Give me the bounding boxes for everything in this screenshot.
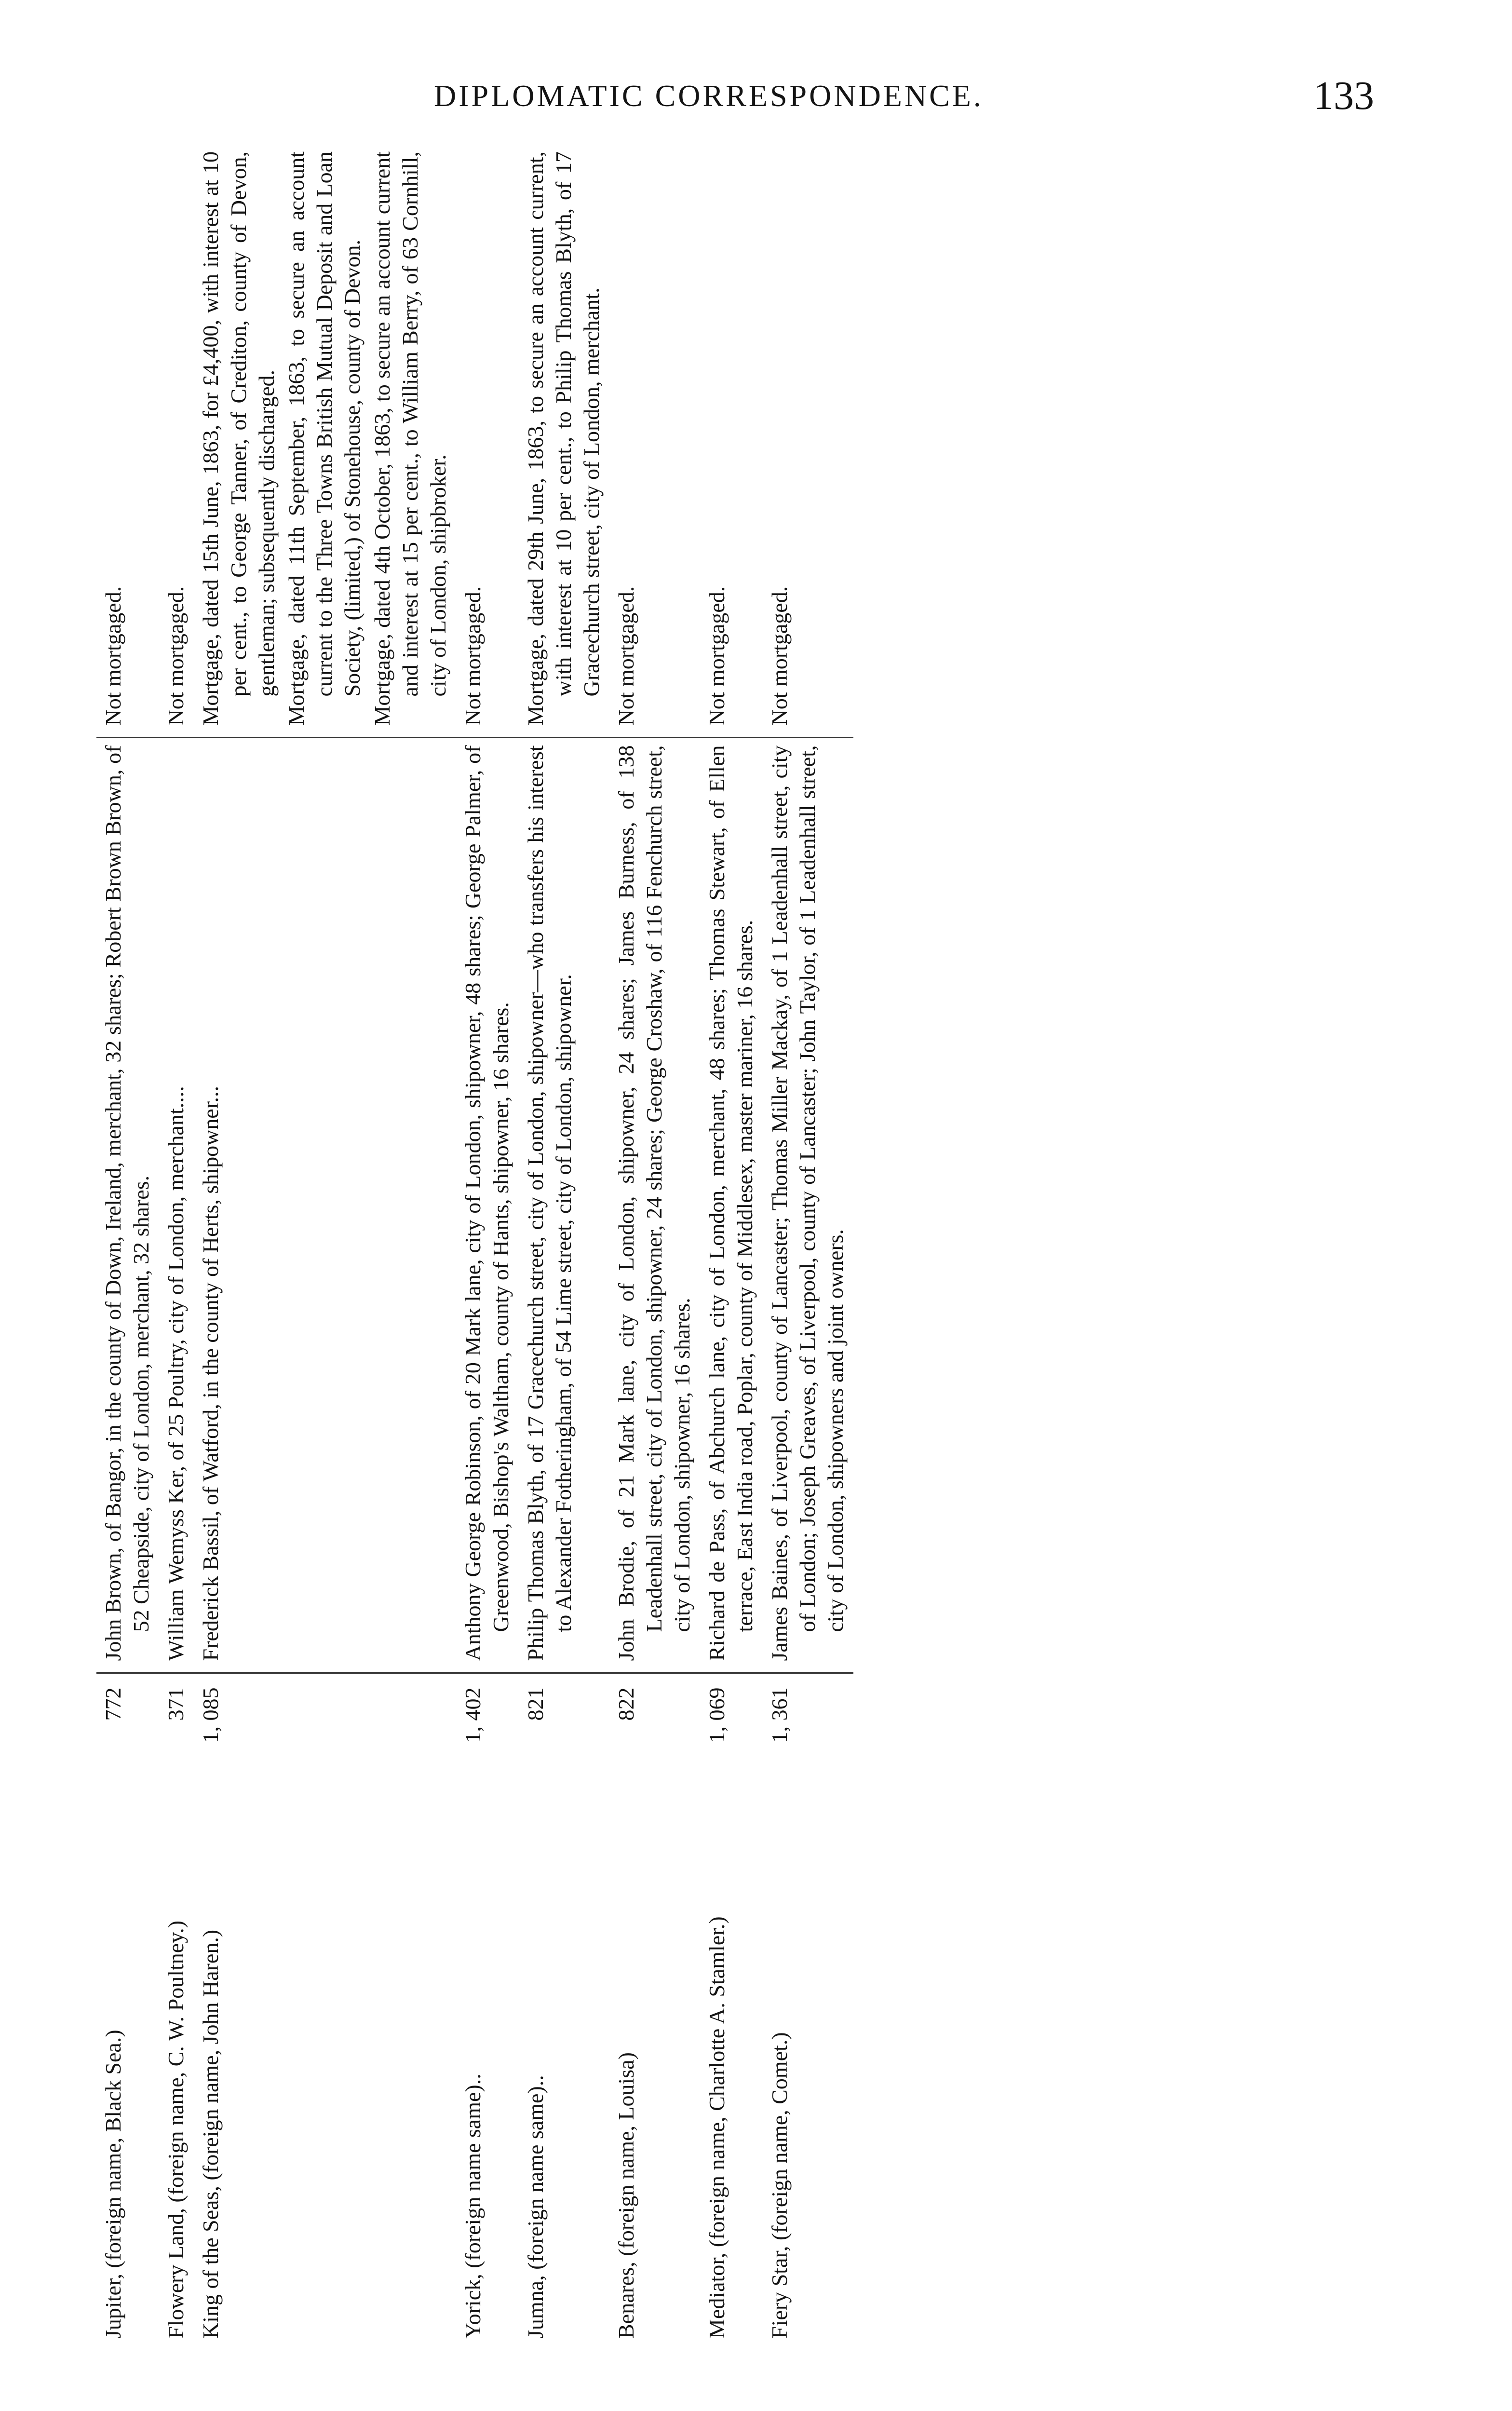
- mortgage-entry: Not mortgaged.: [101, 586, 125, 726]
- owners-cell: Anthony George Robinson, of 20 Mark lane, city of London, shipowner, 48 shares; George Palmer, of Greenwood, Bishop's Waltham, county of Hants, shipowner, 16 shares.: [456, 738, 519, 1673]
- mortgage-cell: [700, 145, 763, 738]
- ship-register-table: [96, 145, 853, 2339]
- ship-name-cell: Mediator, (foreign name, Charlotte A. Stamler.): [704, 1916, 729, 2339]
- table-row: [519, 145, 609, 2339]
- tonnage-cell: 772: [101, 1687, 125, 1721]
- mortgage-cell: [194, 145, 456, 738]
- owners-cell: Frederick Bassil, of Watford, in the county of Herts, shipowner...: [194, 738, 456, 1673]
- mortgage-cell: [763, 145, 853, 738]
- ship-name-cell: Flowery Land, (foreign name, C. W. Poultney.): [163, 1920, 188, 2339]
- mortgage-entry: Mortgage, dated 11th September, 1863, to secure an account current to the Three Towns British Mutual Deposit and Loan Society, (limited,) of Stonehouse, county of Devon.: [284, 151, 364, 726]
- tonnage-cell: 1, 085: [198, 1687, 223, 1743]
- ship-name-cell: Jumna, (foreign name same)..: [523, 2075, 548, 2339]
- page-header: [434, 72, 1374, 125]
- mortgage-cell: [519, 145, 609, 738]
- ship-name-cell: Fiery Star, (foreign name, Comet.): [767, 2032, 792, 2339]
- table-row: [456, 145, 519, 2339]
- ship-name-cell: Jupiter, (foreign name, Black Sea.): [101, 2030, 125, 2339]
- mortgage-entry: Not mortgaged.: [614, 586, 638, 726]
- ship-name-cell: Benares, (foreign name, Louisa): [614, 2052, 638, 2339]
- tonnage-cell: 1, 361: [767, 1687, 792, 1743]
- mortgage-entry: Not mortgaged.: [460, 586, 485, 726]
- mortgage-entry: Mortgage, dated 29th June, 1863, to secure an account current, with interest at 10 per cent., to Philip Thomas Blyth, of 17 Gracechurch street, city of London, merchant.: [523, 151, 604, 726]
- mortgage-cell: [96, 145, 159, 738]
- rotated-table-container: [96, 145, 1389, 2339]
- owners-cell: William Wemyss Ker, of 25 Poultry, city of London, merchant....: [159, 738, 194, 1673]
- mortgage-cell: [609, 145, 700, 738]
- owners-cell: Richard de Pass, of Abchurch lane, city of London, merchant, 48 shares; Thomas Stewart, of Ellen terrace, East India road, Poplar, county of Middlesex, master mariner, 16 shares.: [700, 738, 763, 1673]
- owners-cell: James Baines, of Liverpool, county of Lancaster; Thomas Miller Mackay, of 1 Leadenhall street, city of London; Joseph Greaves, of Liverpool, county of Lancaster; John Taylor, of 1 Leadenhall street, city of London, shipowners and joint owners.: [763, 738, 853, 1673]
- tonnage-cell: 821: [523, 1687, 548, 1721]
- mortgage-entry: Not mortgaged.: [163, 586, 188, 726]
- mortgage-entry: Not mortgaged.: [704, 586, 729, 726]
- running-title: DIPLOMATIC CORRESPONDENCE.: [434, 79, 984, 113]
- mortgage-entry: Mortgage, dated 15th June, 1863, for £4,400, with interest at 10 per cent., to George Tanner, of Crediton, county of Devon, gentleman; subsequently discharged.: [198, 151, 279, 726]
- page-number: 133: [1313, 73, 1374, 118]
- table-row: [700, 145, 763, 2339]
- ship-name-cell: King of the Seas, (foreign name, John Haren.): [198, 1929, 223, 2339]
- tonnage-cell: 1, 402: [460, 1687, 485, 1743]
- table-row: [609, 145, 700, 2339]
- ship-name-cell: Yorick, (foreign name same)..: [460, 2073, 485, 2339]
- tonnage-cell: 371: [163, 1687, 188, 1721]
- table-row: [159, 145, 194, 2339]
- owners-cell: John Brown, of Bangor, in the county of Down, Ireland, merchant, 32 shares; Robert Brown Brown, of 52 Cheapside, city of London, merchant, 32 shares.: [96, 738, 159, 1673]
- owners-cell: John Brodie, of 21 Mark lane, city of London, shipowner, 24 shares; James Burness, of 138 Leadenhall street, city of London, shipowner, 24 shares; George Croshaw, of 116 Fenchurch street, city of London, shipowner, 16 shares.: [609, 738, 700, 1673]
- table-row: [763, 145, 853, 2339]
- table-row: [96, 145, 159, 2339]
- mortgage-cell: [456, 145, 519, 738]
- mortgage-entry: Mortgage, dated 4th October, 1863, to secure an account current and interest at 15 per cent., to William Berry, of 63 Cornhill, city of London, shipbroker.: [370, 151, 450, 726]
- table-row: [194, 145, 456, 2339]
- tonnage-cell: 822: [614, 1687, 638, 1721]
- mortgage-cell: [159, 145, 194, 738]
- tonnage-cell: 1, 069: [704, 1687, 729, 1743]
- owners-cell: Philip Thomas Blyth, of 17 Gracechurch street, city of London, shipowner—who transfers his interest to Alexander Fotheringham, of 54 Lime street, city of London, shipowner.: [519, 738, 609, 1673]
- mortgage-entry: Not mortgaged.: [767, 586, 792, 726]
